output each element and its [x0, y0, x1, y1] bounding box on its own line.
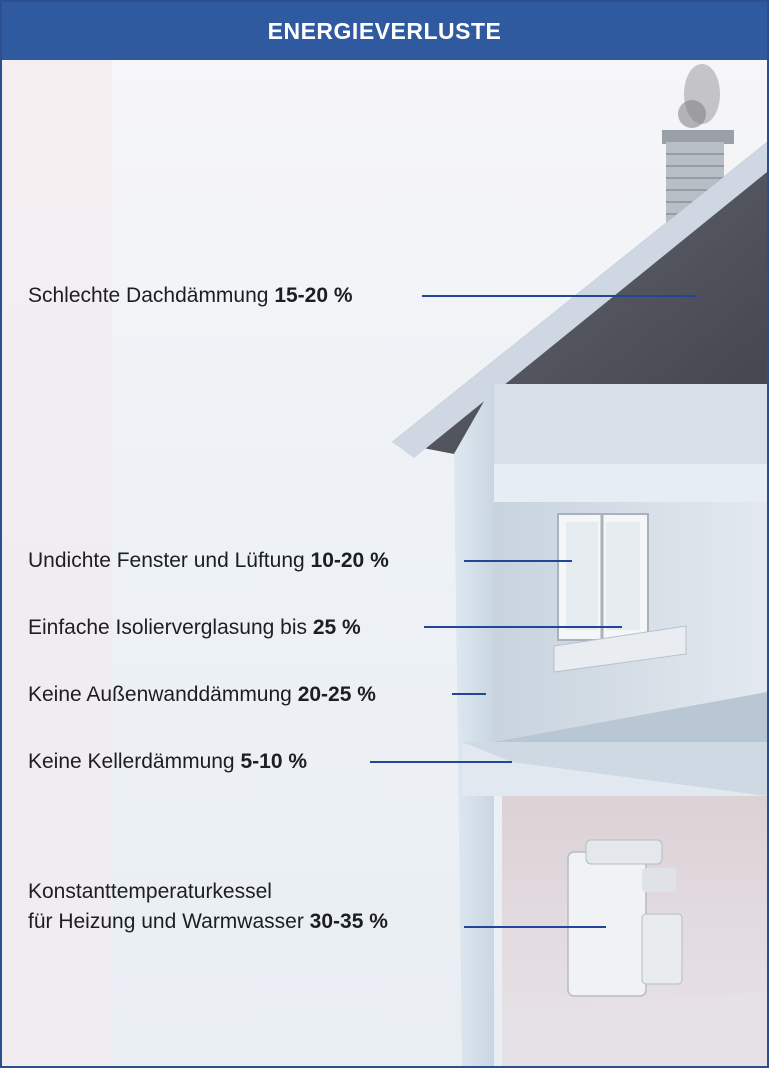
loss-label-glazing: [28, 613, 361, 643]
leader-line-boiler: [464, 926, 606, 928]
loss-text: Keine Kellerdämmung: [28, 750, 235, 773]
loss-value: 15-20 %: [274, 284, 353, 307]
loss-value: 30-35 %: [309, 910, 388, 933]
leader-line-roof: [422, 295, 697, 297]
loss-value: 25 %: [312, 616, 361, 639]
smoke-icon: [678, 64, 720, 128]
header-title: ENERGIEVERLUSTE: [267, 17, 502, 44]
loss-label-outer-wall: [28, 680, 376, 710]
loss-label-roof: [28, 281, 353, 311]
loss-label-cellar: [28, 747, 307, 777]
loss-text: Keine Außenwanddämmung: [28, 683, 292, 706]
loss-value: 5-10 %: [240, 750, 308, 773]
leader-line-outer-wall: [452, 693, 486, 695]
loss-text: für Heizung und Warmwasser: [28, 910, 304, 933]
loss-value: 20-25 %: [297, 683, 376, 706]
loss-text: Undichte Fenster und Lüftung: [28, 549, 305, 572]
loss-label-boiler: [28, 877, 388, 937]
leader-line-cellar: [370, 761, 512, 763]
page-title: [2, 2, 767, 60]
loss-text-line1: Konstanttemperaturkessel: [28, 880, 272, 903]
loss-label-windows-ventilation: [28, 546, 389, 576]
loss-value: 10-20 %: [310, 549, 389, 572]
loss-text: Schlechte Dachdämmung: [28, 284, 269, 307]
loss-text: Einfache Isolierverglasung bis: [28, 616, 307, 639]
leader-line-glazing: [424, 626, 622, 628]
leader-line-windows-ventilation: [464, 560, 572, 562]
